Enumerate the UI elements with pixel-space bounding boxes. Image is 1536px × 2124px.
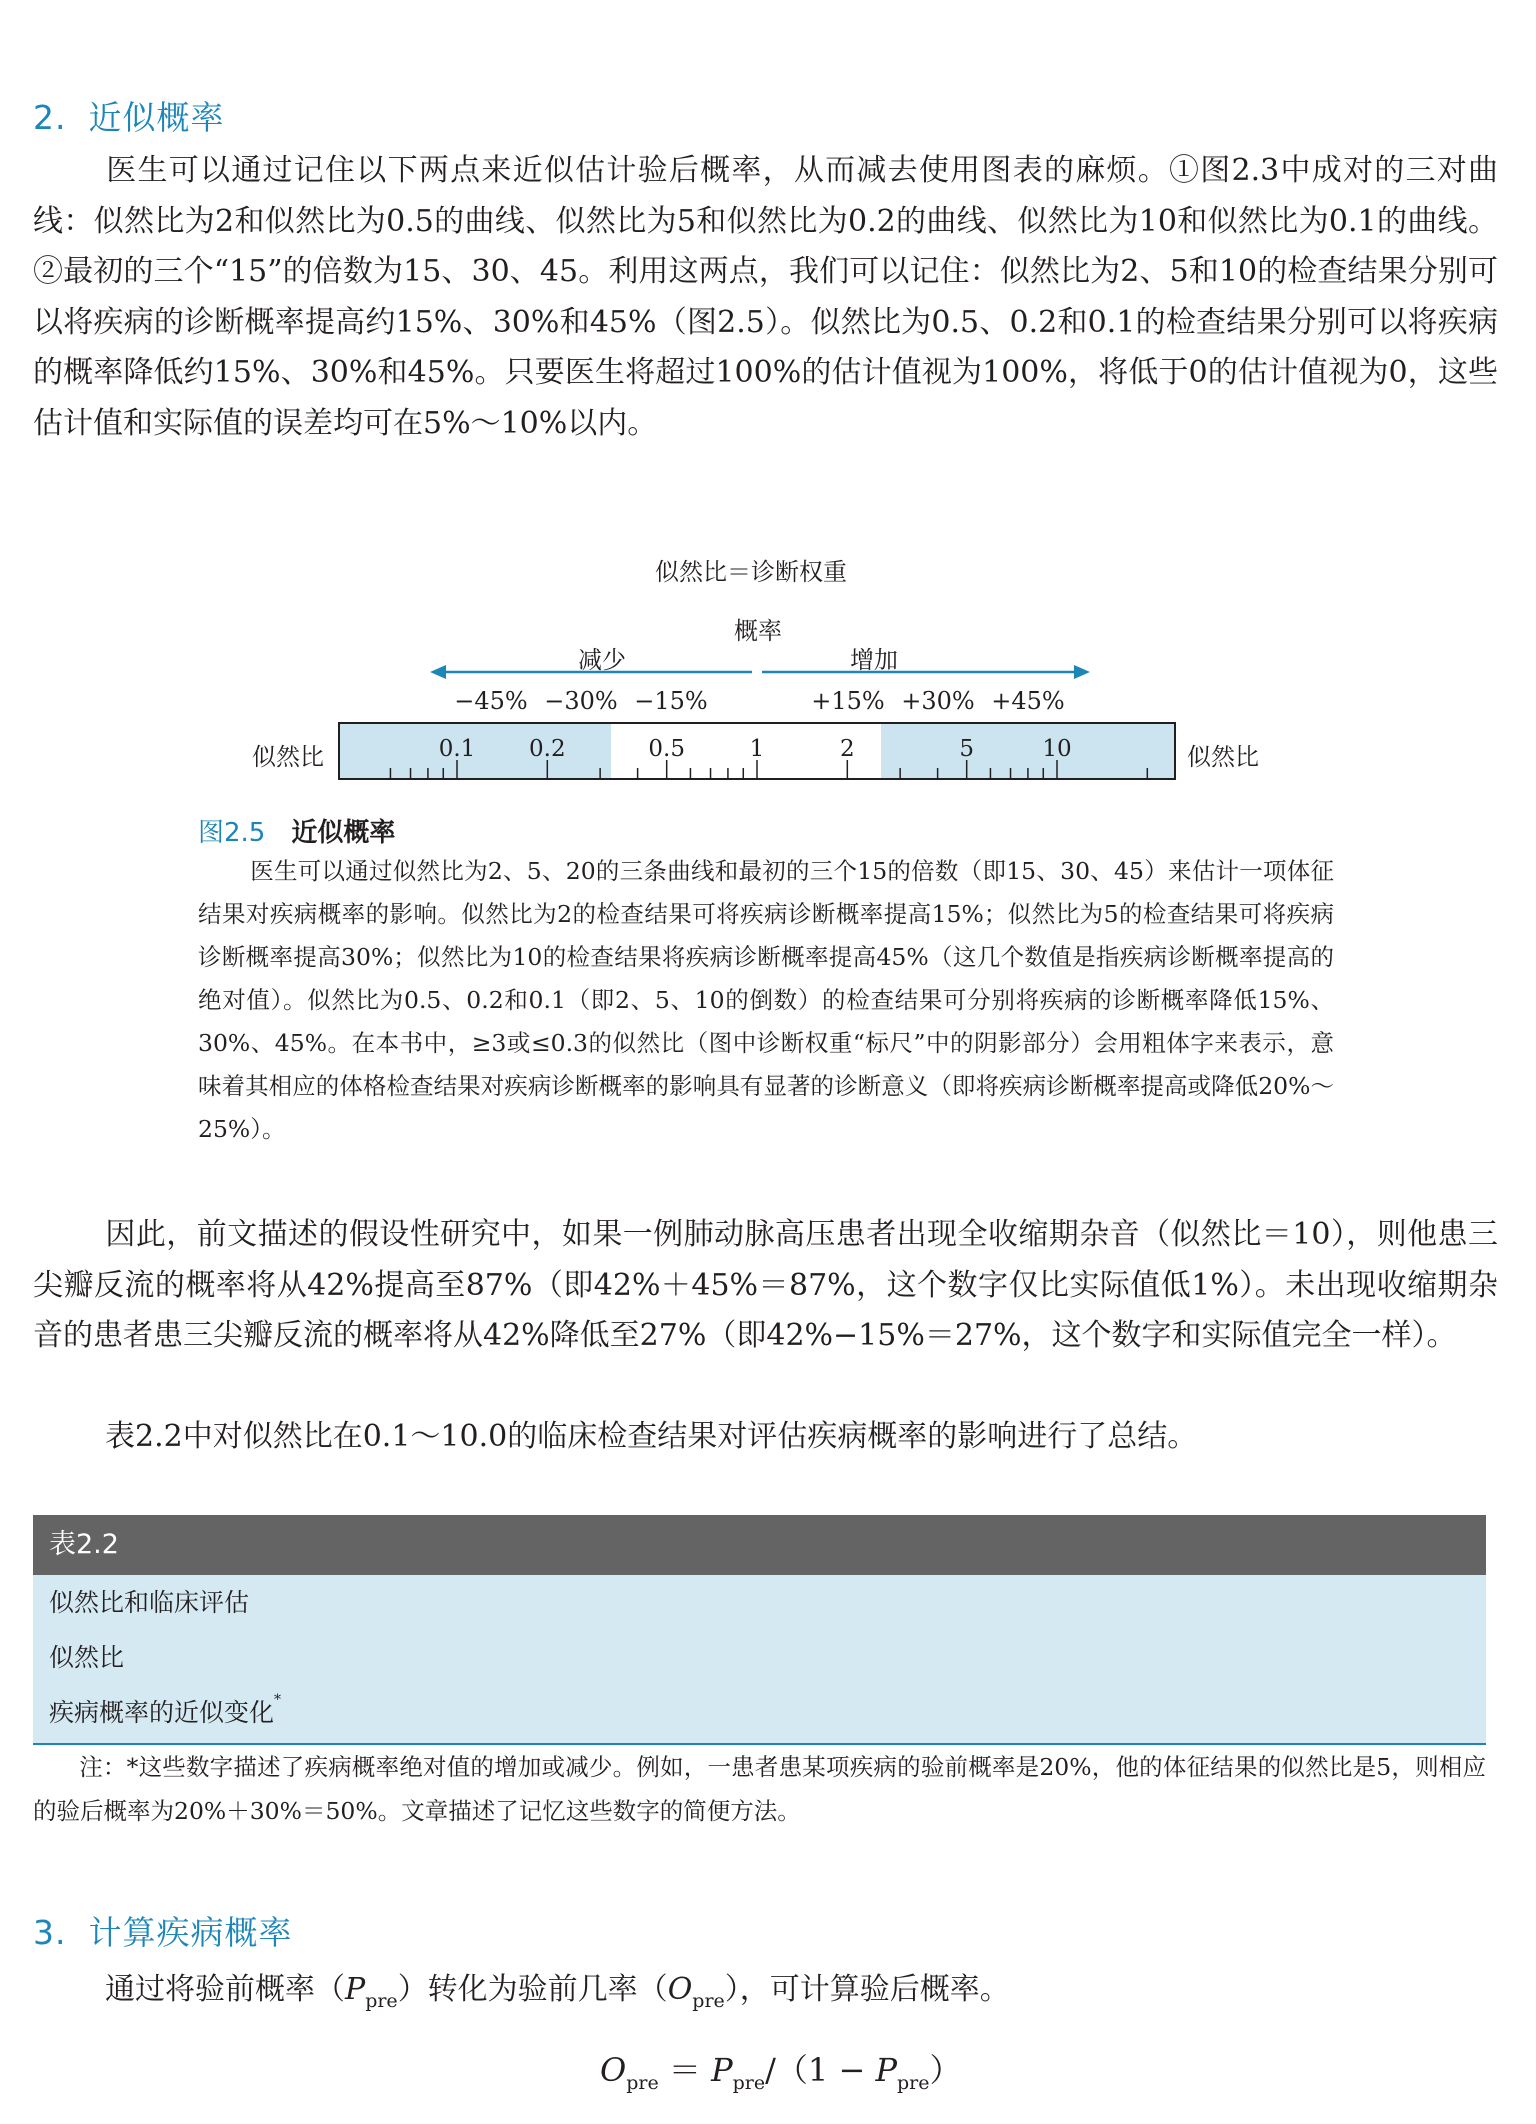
lr-label-right: 似然比 [1187,743,1259,771]
paragraph-table-ref [33,1412,1498,1463]
figure-decrease-label: 减少 [578,646,626,674]
figure-caption-heading [198,812,395,849]
table-row [33,1685,1486,1740]
increase-arrow-head [1074,665,1090,679]
paragraph-odds-text-2: ）转化为验前几率（ [397,1972,668,2007]
footnote-mark: * [274,1692,282,1708]
scale-value-label: 0.1 [438,736,476,762]
scale-value-label: 2 [839,736,855,762]
pct-plus-15: +15% [811,687,885,715]
paragraph-example [33,1210,1498,1362]
table-note [33,1745,1486,1833]
paragraph-table-ref-text: 表2.2中对似然比在0.1～10.0的临床检查结果对评估疾病概率的影响进行了总结。 [105,1419,1198,1454]
formula-sub: pre [626,2072,659,2094]
formula-equals: ＝ [668,2051,701,2089]
table-body [33,1575,1486,1745]
figure-caption-text: 医生可以通过似然比为2、5、20的三条曲线和最初的三个15的倍数（即15、30、45）来估计一项体征结果对疾病概率的影响。似然比为2的检查结果可将疾病诊断概率提高15%；似然比为5的检查结果可将疾病诊断概率提高30%；似然比为10的检查结果将疾病诊断概率提高45%（这几个数值是指疾病诊断概率提高的绝对值）。似然比为0.5、0.2和0.1（即2、5、10的倒数）的检查结果可分别将疾病的诊断概率降低15%、30%、45%。在本书中，≥3或≤0.3的似然比（图中诊断权重“标尺”中的阴影部分）会用粗体字来表示，意味着其相应的体格检查结果对疾病诊断概率的影响具有显著的诊断意义（即将疾病诊断概率提高或降低20%～25%）。 [198,857,1334,1143]
scale-value-label: 0.5 [648,736,685,762]
paragraph-odds-text-3: ），可计算验后概率。 [724,1972,1010,2007]
scale-value-label: 5 [959,736,975,762]
paragraph-intro-text: 医生可以通过记住以下两点来近似估计验后概率，从而减去使用图表的麻烦。①图2.3中成对的三对曲线：似然比为2和似然比为0.5的曲线、似然比为5和似然比为0.2的曲线、似然比为10和似然比为0.1的曲线。②最初的三个“15”的倍数为15、30、45。利用这两点，我们可以记住：似然比为2、5和10的检查结果分别可以将疾病的诊断概率提高约15%、30%和45%（图2.5）。似然比为0.5、0.2和0.1的检查结果分别可以将疾病的概率降低约15%、30%和45%。只要医生将超过100%的估计值视为100%，将低于0的估计值视为0，这些估计值和实际值的误差均可在5%～10%以内。 [33,153,1498,441]
scale-value-label: 1 [749,736,765,762]
paragraph-example-text: 因此，前文描述的假设性研究中，如果一例肺动脉高压患者出现全收缩期杂音（似然比＝10），则他患三尖瓣反流的概率将从42%提高至87%（即42%＋45%＝87%，这个数字仅比实际值低1%）。未出现收缩期杂音的患者患三尖瓣反流的概率将从42%降低至27%（即42%−15%＝27%，这个数字和实际值完全一样）。 [33,1217,1498,1353]
formula-mid: /（1 − [765,2051,876,2089]
formula-p: P [711,2051,733,2089]
figure-caption [198,850,1334,1151]
sub-pre: pre [692,1990,725,2012]
section-heading-approx-probability [33,92,225,139]
pct-minus-30: −30% [544,687,618,715]
lr-label-left: 似然比 [252,743,324,771]
figure-caption-title: 近似概率 [291,818,396,848]
section-title: 近似概率 [88,98,225,137]
section-number: 2. [33,98,67,137]
formula-close: ） [929,2051,962,2089]
formula-p: P [875,2051,897,2089]
var-o: O [667,1972,693,2007]
table-row-text: 疾病概率的近似变化 [49,1698,275,1727]
table-row: 似然比和临床评估 [49,1588,250,1617]
formula-o: O [600,2051,627,2089]
pct-plus-30: +30% [901,687,975,715]
scale-value-label: 0.2 [529,736,566,762]
figure-increase-label: 增加 [850,646,898,674]
pct-plus-45: +45% [991,687,1065,715]
sub-pre: pre [365,1990,398,2012]
table-note-text: 注：*这些数字描述了疾病概率绝对值的增加或减少。例如，一患者患某项疾病的验前概率是20%，他的体征结果的似然比是5，则相应的验后概率为20%＋30%＝50%。文章描述了记忆这些数字的简便方法。 [33,1753,1486,1825]
likelihood-ratio-scale [338,722,1176,780]
section-title: 计算疾病概率 [88,1913,293,1952]
var-p: P [345,1972,366,2007]
figure-number: 图2.5 [198,818,266,848]
figure-probability-label: 概率 [734,617,782,645]
table-row: 似然比 [49,1643,125,1672]
section-number: 3. [33,1913,67,1952]
pct-minus-45: −45% [454,687,528,715]
paragraph-intro [33,146,1498,449]
section-heading-calculate-probability [33,1907,293,1954]
paragraph-odds-text-1: 通过将验前概率（ [105,1972,345,2007]
pct-minus-15: −15% [634,687,708,715]
table-2-2 [33,1515,1486,1745]
formula-sub: pre [732,2072,766,2094]
scale-value-label: 10 [1042,736,1072,762]
figure-title: 似然比＝诊断权重 [655,558,847,586]
table-header: 表2.2 [33,1515,1486,1575]
decrease-arrow-head [430,665,446,679]
formula-sub: pre [896,2072,930,2094]
paragraph-odds [33,1965,1498,2027]
probability-arrows [430,660,1090,684]
odds-formula [600,2045,961,2094]
